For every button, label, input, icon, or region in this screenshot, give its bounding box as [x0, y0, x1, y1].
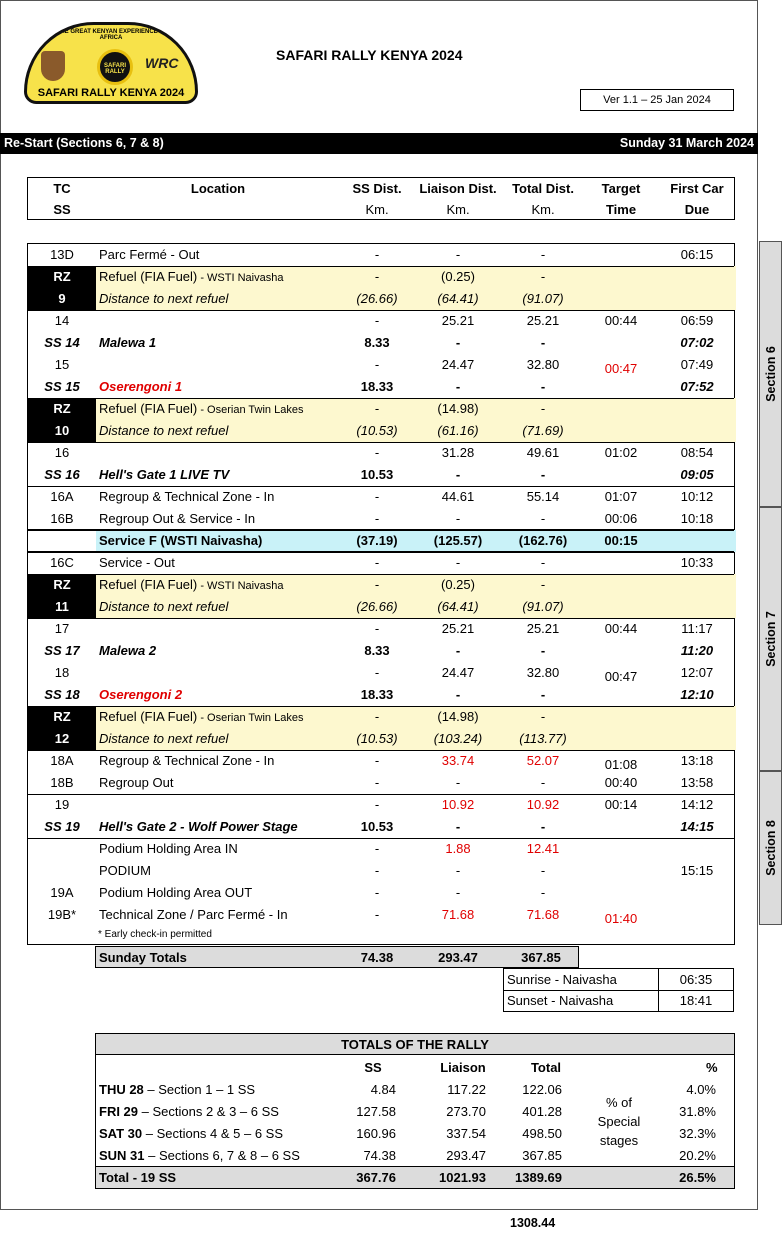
row-ss-dist: -	[374, 269, 380, 284]
logo-arc-text: THE GREAT KENYAN EXPERIENCE IN AFRICA	[56, 29, 166, 41]
sunset-time: 18:41	[679, 993, 713, 1008]
sun-times	[503, 968, 734, 1012]
rt-header-total: Total	[530, 1060, 562, 1075]
row-target	[584, 728, 658, 750]
row-ss-dist: -	[374, 489, 380, 504]
row-due: 07:52	[680, 379, 714, 394]
row-total: 25.21	[526, 621, 560, 636]
row-target	[584, 596, 658, 618]
row-total: -	[540, 247, 546, 262]
refuel-site: - Oserian Twin Lakes	[197, 712, 304, 724]
sunday-liaison: 293.47	[438, 950, 478, 965]
row-tc: 16B	[50, 511, 74, 526]
header-location: Location	[190, 181, 246, 196]
row-target: 01:07	[604, 489, 638, 504]
row-due: 08:54	[680, 445, 714, 460]
row-tc: SS 15	[44, 379, 80, 394]
row-ss-dist: -	[374, 313, 380, 328]
row-due: 07:49	[680, 357, 714, 372]
row-location: PODIUM	[99, 863, 151, 878]
row-liaison: -	[455, 379, 461, 394]
row-due: 14:15	[680, 819, 714, 834]
sunrise-time: 06:35	[679, 972, 713, 987]
row-location: Oserengoni 2	[99, 687, 183, 702]
row-liaison: (14.98)	[437, 401, 479, 416]
row-due: 10:33	[680, 555, 714, 570]
row-target	[584, 552, 658, 574]
row-liaison: 1.88	[445, 841, 471, 856]
rt-total-liaison: 1021.93	[439, 1170, 486, 1185]
row-location: Regroup & Technical Zone - In	[99, 753, 275, 768]
row-target	[584, 266, 658, 288]
pct-note-3: stages	[599, 1133, 639, 1148]
pct-note-2: Special	[597, 1114, 641, 1129]
rt-header-ss: SS	[364, 1060, 382, 1075]
row-ss-dist: -	[374, 577, 380, 592]
row-total: -	[540, 335, 546, 350]
row-tc	[28, 838, 96, 860]
row-ss-dist: (10.53)	[356, 423, 398, 438]
row-tc: 16A	[50, 489, 74, 504]
rt-total-pct: 26.5%	[679, 1170, 716, 1185]
row-target	[584, 706, 658, 728]
header-tc: TC	[53, 181, 71, 196]
row-location: Distance to next refuel	[99, 423, 229, 438]
row-target	[584, 838, 658, 860]
row-liaison: (64.41)	[437, 599, 479, 614]
row-total: (113.77)	[519, 731, 567, 746]
row-due: 15:15	[680, 863, 714, 878]
row-location: Service F (WSTI Naivasha)	[99, 533, 263, 548]
row-liaison: (64.41)	[437, 291, 479, 306]
row-ss-dist: -	[374, 511, 380, 526]
row-ss-dist: -	[374, 797, 380, 812]
row-total: (162.76)	[518, 533, 568, 548]
row-tc: 18	[54, 665, 70, 680]
row-ss-dist: (26.66)	[356, 599, 398, 614]
row-due: 09:05	[680, 467, 714, 482]
row-due: 06:15	[680, 247, 714, 262]
row-target: 01:40	[604, 911, 638, 926]
row-total: 49.61	[526, 445, 560, 460]
row-ss-dist: -	[374, 885, 380, 900]
row-tc: 13D	[50, 247, 74, 262]
row-location: Hell's Gate 2 - Wolf Power Stage	[99, 819, 298, 834]
header-liaison: Liaison Dist.	[419, 181, 497, 196]
row-target: 00:40	[604, 775, 638, 790]
row-total: 71.68	[526, 907, 560, 922]
rt-header-liaison: Liaison	[440, 1060, 486, 1075]
row-total: 25.21	[526, 313, 560, 328]
row-tc: 19B*	[47, 907, 77, 922]
pct-note-1: % of	[605, 1095, 632, 1110]
row-location: Refuel (FIA Fuel) - WSTI Naivasha	[99, 269, 284, 284]
row-total: 52.07	[526, 753, 560, 768]
row-ss-dist: -	[374, 401, 380, 416]
row-liaison: (14.98)	[437, 709, 479, 724]
row-target	[584, 288, 658, 310]
kenya-crest-icon	[41, 51, 65, 81]
rt-total-ss: 367.76	[356, 1170, 396, 1185]
row-due: 11:17	[681, 621, 713, 636]
row-tc: RZ	[53, 401, 71, 416]
row-ss-dist: -	[374, 775, 380, 790]
row-due	[658, 596, 736, 618]
rt-header-pct: %	[706, 1060, 718, 1075]
logo-title: SAFARI RALLY KENYA 2024	[37, 87, 185, 99]
row-liaison: 24.47	[441, 665, 475, 680]
row-tc	[28, 530, 96, 552]
row-tc: RZ	[53, 269, 71, 284]
row-location: Podium Holding Area OUT	[99, 885, 253, 900]
sunday-ss: 74.38	[360, 950, 394, 965]
rt-pct: 4.0%	[686, 1082, 716, 1097]
banner-date: Sunday 31 March 2024	[619, 136, 754, 150]
row-total: (91.07)	[522, 291, 564, 306]
row-total: -	[540, 269, 546, 284]
column-header	[27, 177, 735, 220]
rt-total: 367.85	[522, 1148, 562, 1163]
header-time: Time	[605, 202, 637, 217]
sunday-totals-row	[95, 946, 579, 968]
row-due	[658, 904, 736, 926]
wrc-logo: WRC	[145, 55, 179, 71]
rally-totals	[95, 1033, 735, 1189]
row-due: 14:12	[680, 797, 714, 812]
row-location: Service - Out	[99, 555, 175, 570]
row-tc: SS 14	[44, 335, 80, 350]
rt-pct: 32.3%	[679, 1126, 716, 1141]
row-due	[658, 398, 736, 420]
header-due: Due	[684, 202, 710, 217]
row-due	[658, 882, 736, 904]
row-total: -	[540, 775, 546, 790]
header-ss-dist: SS Dist.	[352, 181, 402, 196]
rt-ss: 74.38	[363, 1148, 396, 1163]
row-target	[584, 398, 658, 420]
row-location: Refuel (FIA Fuel) - WSTI Naivasha	[99, 577, 284, 592]
rt-liaison: 117.22	[447, 1082, 486, 1097]
row-location: Malewa 1	[99, 335, 157, 350]
row-due: 06:59	[680, 313, 714, 328]
row-total: -	[540, 709, 546, 724]
row-ss-dist: -	[374, 907, 380, 922]
row-liaison: (0.25)	[441, 577, 475, 592]
row-tc: 19A	[50, 885, 74, 900]
row-target: 00:47	[604, 361, 638, 376]
rt-pct: 31.8%	[679, 1104, 716, 1119]
header-ss: SS	[53, 202, 71, 217]
row-total: (71.69)	[522, 423, 564, 438]
row-total: -	[540, 577, 546, 592]
row-due: 07:02	[680, 335, 714, 350]
section-8-tab: Section 8	[759, 771, 782, 925]
rt-day-row: SAT 30 – Sections 4 & 5 – 6 SS	[99, 1126, 284, 1141]
row-ss-dist: -	[374, 555, 380, 570]
row-location: Regroup Out & Service - In	[99, 511, 256, 526]
row-tc: RZ	[53, 577, 71, 592]
row-ss-dist: -	[374, 445, 380, 460]
row-liaison: 10.92	[441, 797, 475, 812]
row-liaison: -	[455, 555, 461, 570]
row-liaison: 24.47	[441, 357, 475, 372]
rt-ss: 4.84	[370, 1082, 396, 1097]
row-tc: 16	[54, 445, 70, 460]
row-due	[658, 420, 736, 442]
row-ss-dist: -	[374, 621, 380, 636]
row-target	[584, 332, 658, 354]
row-liaison: 71.68	[441, 907, 475, 922]
row-location: Technical Zone / Parc Fermé - In	[99, 907, 288, 922]
version-box: Ver 1.1 – 25 Jan 2024	[580, 89, 734, 111]
row-total: 12.41	[526, 841, 560, 856]
banner-left: Re-Start (Sections 6, 7 & 8)	[4, 136, 164, 150]
rt-total: 401.28	[522, 1104, 562, 1119]
header-km: Km.	[446, 202, 470, 217]
rally-totals-title: TOTALS OF THE RALLY	[341, 1037, 489, 1052]
row-location: Distance to next refuel	[99, 291, 229, 306]
row-total: -	[540, 511, 546, 526]
row-liaison: -	[455, 885, 461, 900]
refuel-site: - WSTI Naivasha	[197, 580, 284, 592]
row-target	[584, 640, 658, 662]
row-tc: 10	[54, 423, 70, 438]
row-location: Regroup Out	[99, 775, 174, 790]
row-target: 00:15	[604, 533, 638, 548]
timetable	[27, 243, 735, 945]
row-due: 12:10	[680, 687, 714, 702]
row-liaison: 33.74	[441, 753, 475, 768]
row-location: Malewa 2	[99, 643, 157, 658]
row-location: Refuel (FIA Fuel) - Oserian Twin Lakes	[99, 709, 304, 724]
row-location: Regroup & Technical Zone - In	[99, 489, 275, 504]
row-ss-dist: -	[374, 357, 380, 372]
row-tc: SS 19	[44, 819, 80, 834]
row-liaison: -	[455, 775, 461, 790]
row-ss-dist: -	[374, 665, 380, 680]
row-target	[584, 574, 658, 596]
row-ss-dist: 18.33	[360, 379, 394, 394]
section-7-tab: Section 7	[759, 507, 782, 771]
footnote: * Early check-in permitted	[98, 929, 212, 940]
row-liaison: -	[455, 247, 461, 262]
row-tc: 17	[54, 621, 70, 636]
row-tc: SS 17	[44, 643, 80, 658]
row-location: Refuel (FIA Fuel) - Oserian Twin Lakes	[99, 401, 304, 416]
row-location: Hell's Gate 1 LIVE TV	[99, 467, 230, 482]
row-location: Parc Fermé - Out	[99, 247, 200, 262]
row-total: -	[540, 885, 546, 900]
row-liaison: -	[455, 819, 461, 834]
row-due: 13:58	[680, 775, 714, 790]
row-target	[584, 860, 658, 882]
row-location: Oserengoni 1	[99, 379, 183, 394]
rt-day-row: FRI 29 – Sections 2 & 3 – 6 SS	[99, 1104, 279, 1119]
row-tc: 14	[54, 313, 70, 328]
rt-liaison: 273.70	[446, 1104, 486, 1119]
row-due	[658, 288, 736, 310]
header-km: Km.	[365, 202, 389, 217]
row-target: 00:47	[604, 669, 638, 684]
row-liaison: 31.28	[441, 445, 475, 460]
row-total: (91.07)	[522, 599, 564, 614]
row-due: 10:18	[680, 511, 714, 526]
row-liaison: (103.24)	[433, 731, 483, 746]
section-banner	[0, 133, 758, 154]
row-target: 01:08	[604, 757, 638, 772]
row-liaison: 25.21	[441, 621, 475, 636]
rt-total: 498.50	[522, 1126, 562, 1141]
row-target	[584, 464, 658, 486]
row-total: -	[540, 863, 546, 878]
refuel-site: - Oserian Twin Lakes	[197, 404, 304, 416]
row-ss-dist: -	[374, 709, 380, 724]
row-total: -	[540, 379, 546, 394]
row-target: 00:44	[604, 313, 638, 328]
row-ss-dist: (26.66)	[356, 291, 398, 306]
row-liaison: -	[455, 863, 461, 878]
row-tc: 19	[54, 797, 70, 812]
row-due: 12:07	[680, 665, 714, 680]
badge-text: SAFARI RALLY	[103, 63, 126, 75]
row-ss-dist: (37.19)	[356, 533, 398, 548]
row-target: 00:06	[604, 511, 638, 526]
row-tc: 18A	[50, 753, 74, 768]
row-tc: 18B	[50, 775, 74, 790]
row-total: -	[540, 687, 546, 702]
row-liaison: -	[455, 643, 461, 658]
row-total: 32.80	[526, 357, 560, 372]
sunrise-label: Sunrise - Naivasha	[507, 972, 617, 987]
row-liaison: -	[455, 511, 461, 526]
row-liaison: -	[455, 335, 461, 350]
row-total: -	[540, 555, 546, 570]
bottom-number: 1308.44	[510, 1216, 556, 1230]
row-target	[584, 376, 658, 398]
row-target: 00:44	[604, 621, 638, 636]
row-tc	[28, 860, 96, 882]
row-target	[584, 420, 658, 442]
row-ss-dist: -	[374, 753, 380, 768]
rt-day-row: SUN 31 – Sections 6, 7 & 8 – 6 SS	[99, 1148, 300, 1163]
row-tc: 15	[54, 357, 70, 372]
row-due	[658, 266, 736, 288]
rt-total: 122.06	[522, 1082, 562, 1097]
row-tc: SS 18	[44, 687, 80, 702]
page-title: SAFARI RALLY KENYA 2024	[276, 47, 463, 63]
row-liaison: -	[455, 467, 461, 482]
row-tc: 9	[58, 291, 66, 306]
sunday-totals-label: Sunday Totals	[99, 950, 187, 965]
row-tc: 16C	[50, 555, 74, 570]
row-liaison: 25.21	[441, 313, 475, 328]
row-liaison: 44.61	[441, 489, 475, 504]
rt-day-row: THU 28 – Section 1 – 1 SS	[99, 1082, 256, 1097]
row-total: 32.80	[526, 665, 560, 680]
row-target: 00:14	[604, 797, 638, 812]
row-liaison: (0.25)	[441, 269, 475, 284]
rt-liaison: 293.47	[446, 1148, 486, 1163]
row-liaison: (61.16)	[437, 423, 479, 438]
row-tc: RZ	[53, 709, 71, 724]
rt-ss: 160.96	[356, 1126, 396, 1141]
section-6-tab: Section 6	[759, 241, 782, 507]
row-due	[658, 574, 736, 596]
row-liaison: -	[455, 687, 461, 702]
row-total: -	[540, 643, 546, 658]
row-total: 55.14	[526, 489, 560, 504]
row-total: -	[540, 467, 546, 482]
row-due: 13:18	[680, 753, 714, 768]
row-due	[658, 838, 736, 860]
row-total: -	[540, 401, 546, 416]
row-ss-dist: 10.53	[360, 819, 394, 834]
row-tc: SS 16	[44, 467, 80, 482]
row-total: 10.92	[526, 797, 560, 812]
rt-liaison: 337.54	[446, 1126, 486, 1141]
row-target	[584, 882, 658, 904]
rt-total-label: Total - 19 SS	[99, 1170, 177, 1185]
row-due	[658, 530, 736, 552]
row-location: Distance to next refuel	[99, 599, 229, 614]
row-ss-dist: (10.53)	[356, 731, 398, 746]
header-total: Total Dist.	[512, 181, 574, 196]
row-ss-dist: -	[374, 841, 380, 856]
rt-total-total: 1389.69	[515, 1170, 562, 1185]
row-due	[658, 706, 736, 728]
row-ss-dist: -	[374, 863, 380, 878]
safari-rally-logo	[24, 22, 198, 104]
row-ss-dist: -	[374, 247, 380, 262]
row-due	[658, 728, 736, 750]
row-ss-dist: 18.33	[360, 687, 394, 702]
row-target	[584, 684, 658, 706]
sunday-total: 367.85	[521, 950, 561, 965]
row-liaison: (125.57)	[433, 533, 483, 548]
row-location: Distance to next refuel	[99, 731, 229, 746]
header-km: Km.	[531, 202, 555, 217]
row-due: 10:12	[680, 489, 714, 504]
row-location: Podium Holding Area IN	[99, 841, 238, 856]
header-target: Target	[601, 181, 641, 196]
refuel-site: - WSTI Naivasha	[197, 272, 284, 284]
row-target	[584, 244, 658, 266]
header-first-car: First Car	[670, 181, 724, 196]
row-ss-dist: 8.33	[364, 643, 390, 658]
rally-badge-icon	[97, 49, 133, 85]
rt-ss: 127.58	[356, 1104, 396, 1119]
row-target	[584, 816, 658, 838]
row-tc: 11	[55, 599, 69, 614]
row-tc: 12	[54, 731, 70, 746]
rt-pct: 20.2%	[679, 1148, 716, 1163]
row-ss-dist: 8.33	[364, 335, 390, 350]
sunset-label: Sunset - Naivasha	[507, 993, 614, 1008]
row-target: 01:02	[604, 445, 638, 460]
row-due: 11:20	[680, 643, 714, 658]
row-ss-dist: 10.53	[360, 467, 394, 482]
row-total: -	[540, 819, 546, 834]
